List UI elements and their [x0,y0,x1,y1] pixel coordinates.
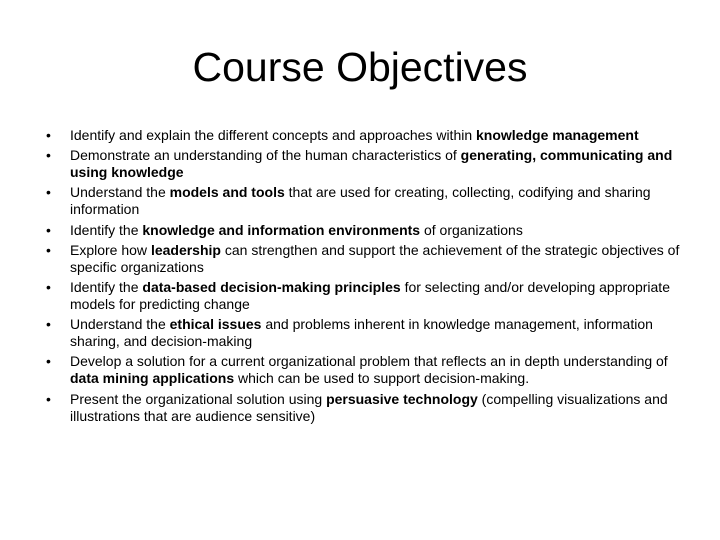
objective-text: Identify the [70,278,143,295]
objective-text: which can be used to support decision-making. [234,370,530,387]
bullet-icon: • [46,184,51,201]
objective-text: Understand the [70,316,170,333]
objective-text: for selecting and/or developing appropriate models for predicting change [70,278,670,312]
objective-text: Understand the [70,184,170,201]
bullet-icon: • [46,278,51,295]
objective-text: Develop a solution for a current organizational problem that reflects an in depth understanding of [70,353,668,370]
bullet-icon: • [46,127,51,143]
objective-emphasis: data mining applications [70,370,235,387]
objective-item [46,242,691,276]
objective-item [46,127,691,144]
objective-emphasis: generating, communicating and using knowledge [70,147,673,181]
objective-text: and problems inherent in knowledge management, information sharing, and decision-making [70,316,653,350]
objective-item [46,279,691,313]
objective-item [46,147,691,181]
bullet-icon: • [46,241,51,258]
slide-title: Course Objectives [192,44,528,90]
objective-emphasis: persuasive technology [326,390,478,407]
objective-emphasis: knowledge and information environments [142,221,421,238]
bullet-icon: • [46,147,51,164]
objective-text: Demonstrate an understanding of the human characteristics of [70,147,461,164]
objective-emphasis: models and tools [169,184,285,201]
objective-text: of organizations [420,221,523,238]
objective-item [46,391,691,425]
objective-text: Present the organizational solution using [70,390,327,407]
objective-emphasis: leadership [150,241,221,258]
objective-text: Identify and explain the different concepts and approaches within [70,127,477,143]
objective-text: (compelling visualizations and illustrations that are audience sensitive) [70,390,668,424]
objective-item [46,222,691,239]
objective-emphasis: data-based decision-making principles [142,278,401,295]
objective-text: can strengthen and support the achievement of the strategic objectives of specific organizations [70,241,680,275]
objective-emphasis: knowledge management [476,127,639,143]
objective-text: Explore how [70,241,151,258]
objectives-list [46,127,691,428]
objective-item [46,316,691,350]
objective-emphasis: ethical issues [169,316,262,333]
objective-item [46,184,691,218]
bullet-icon: • [46,390,51,407]
objective-text: that are used for creating, collecting, codifying and sharing information [70,184,651,218]
objective-item [46,353,691,387]
bullet-icon: • [46,353,51,370]
bullet-icon: • [46,221,51,238]
bullet-icon: • [46,316,51,333]
objective-text: Identify the [70,221,143,238]
